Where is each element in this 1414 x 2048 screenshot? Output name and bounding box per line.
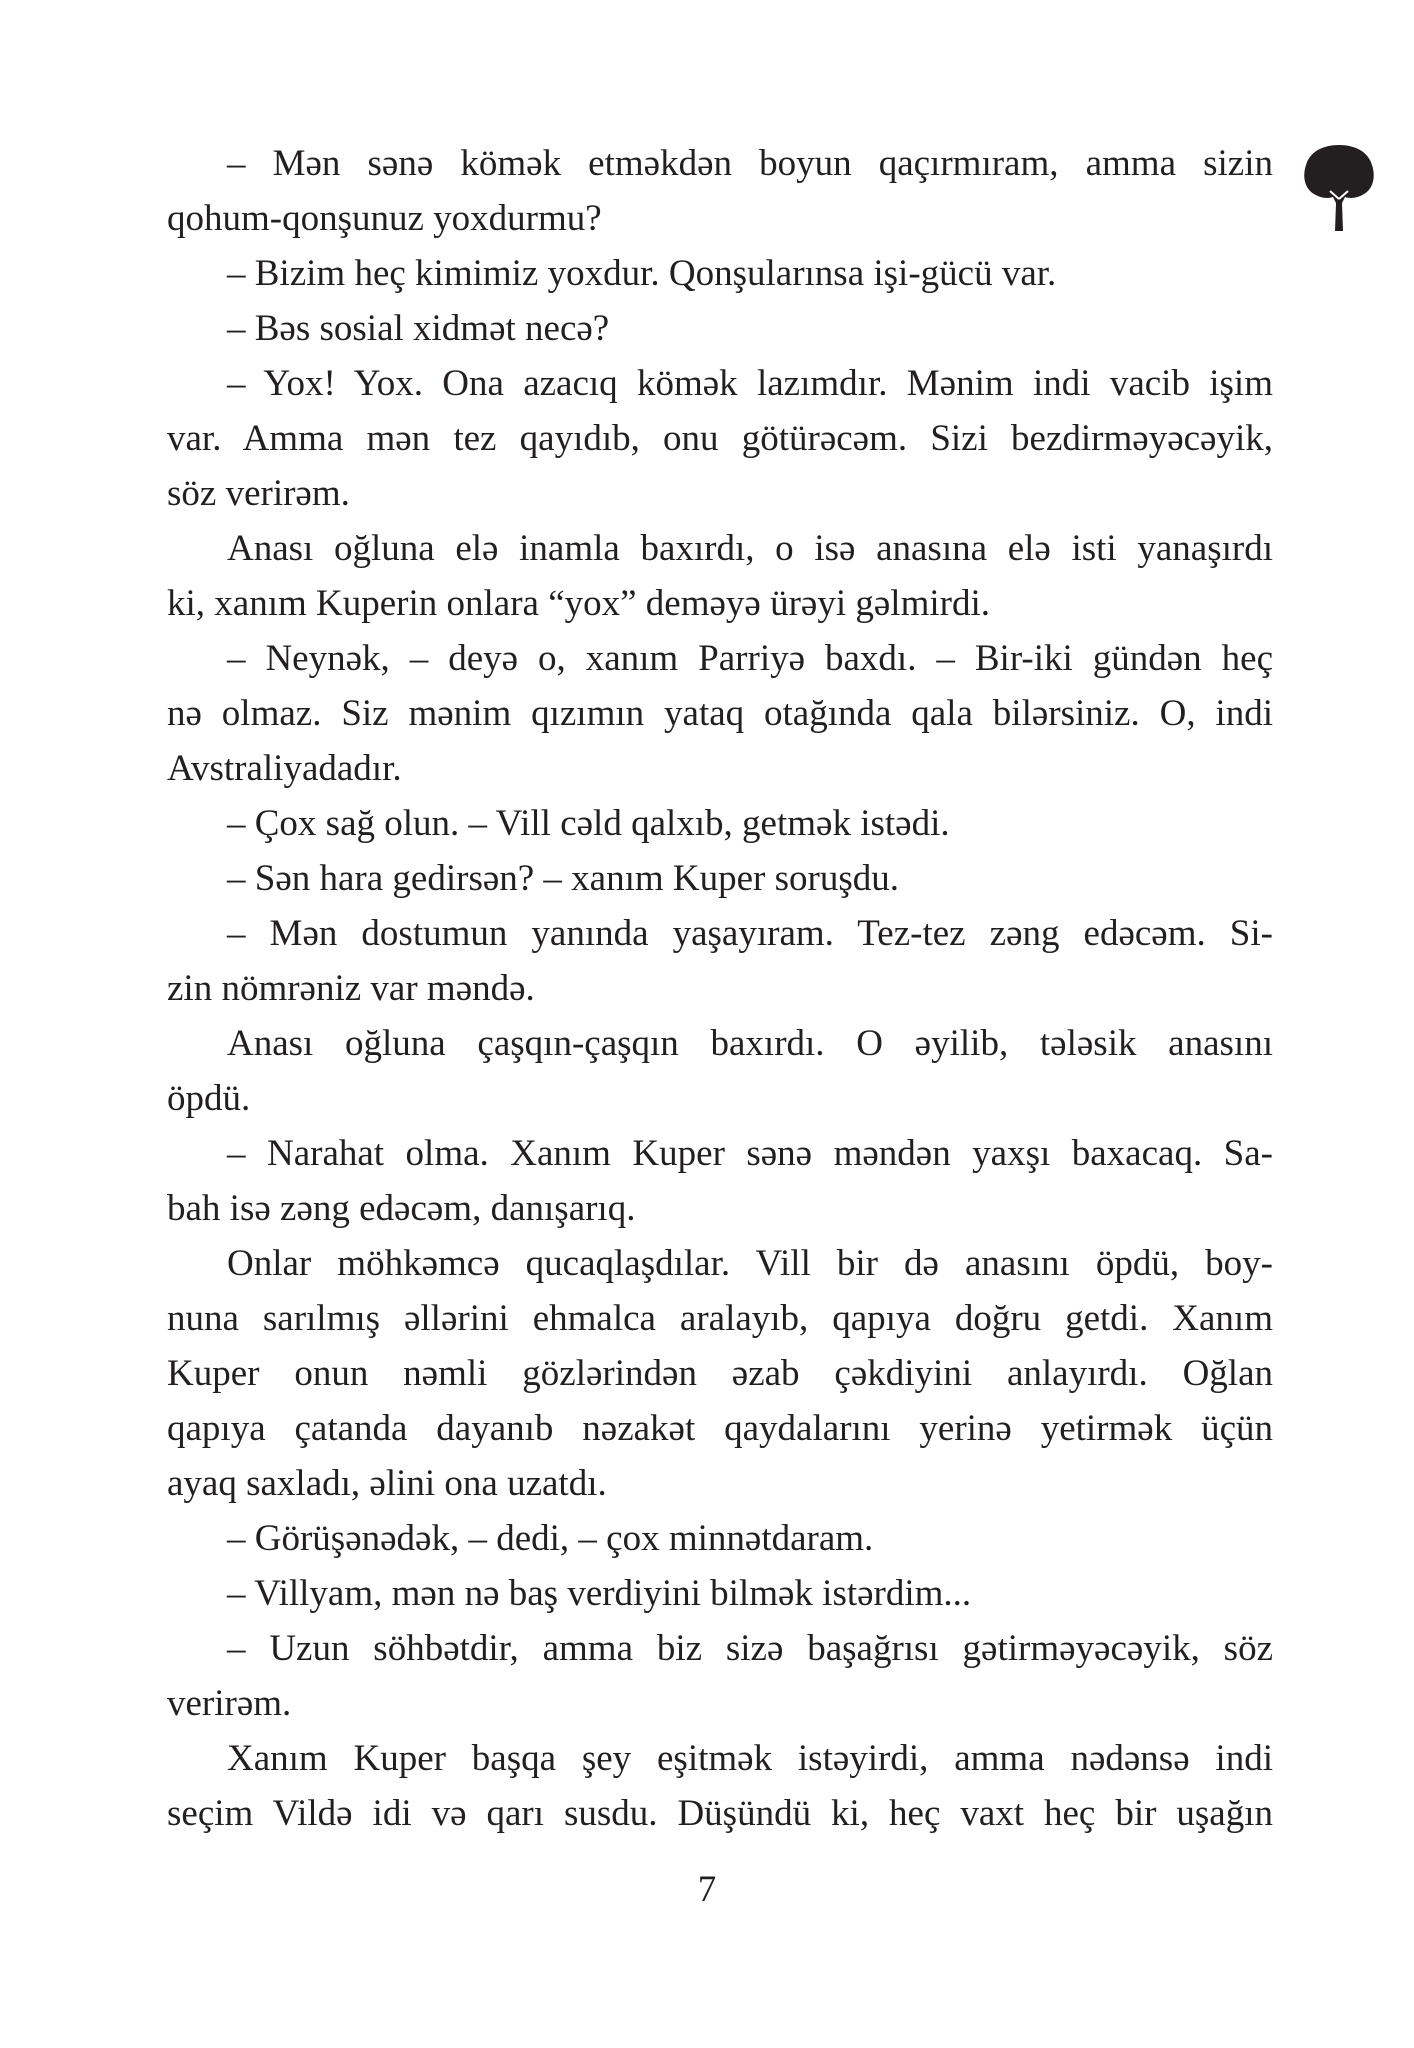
text-line: söz verirəm.: [167, 473, 350, 514]
text-line: – Mən dostumun yanında yaşayıram. Tez-tez zəng edəcəm. Si-: [227, 913, 1273, 954]
text-line: – Görüşənədək, – dedi, – çox minnətdaram.: [227, 1518, 874, 1559]
text-line: ayaq saxladı, əlini ona uzatdı.: [167, 1463, 607, 1504]
text-line: seçim Vildə idi və qarı susdu. Düşündü ki, heç vaxt heç bir uşağın: [167, 1793, 1273, 1834]
text-line: – Uzun söhbətdir, amma biz sizə başağrısı gətirməyəcəyik, söz: [227, 1628, 1273, 1669]
text-line: – Neynək, – deyə o, xanım Parriyə baxdı. – Bir-iki gündən heç: [227, 638, 1273, 679]
text-line: – Mən sənə kömək etməkdən boyun qaçırmıram, amma sizin: [227, 143, 1273, 184]
text-line: bah isə zəng edəcəm, danışarıq.: [167, 1188, 636, 1229]
text-line: – Bizim heç kimimiz yoxdur. Qonşularınsa işi-gücü var.: [227, 253, 1057, 294]
text-line: – Sən hara gedirsən? – xanım Kuper soruşdu.: [227, 858, 899, 899]
text-line: Kuper onun nəmli gözlərindən əzab çəkdiyini anlayırdı. Oğlan: [167, 1353, 1273, 1394]
text-line: var. Amma mən tez qayıdıb, onu götürəcəm. Sizi bezdirməyəcəyik,: [167, 418, 1273, 459]
body-text: [167, 136, 1273, 1841]
text-line: ki, xanım Kuperin onlara “yox” deməyə ürəyi gəlmirdi.: [167, 583, 990, 624]
text-line: Onlar möhkəmcə qucaqlaşdılar. Vill bir də anasını öpdü, boy-: [227, 1243, 1273, 1284]
text-line: verirəm.: [167, 1683, 292, 1724]
text-line: qohum-qonşunuz yoxdurmu?: [167, 198, 602, 239]
text-line: – Bəs sosial xidmət necə?: [227, 308, 610, 349]
text-line: – Yox! Yox. Ona azacıq kömək lazımdır. Mənim indi vacib işim: [227, 363, 1273, 404]
text-line: Anası oğluna çaşqın-çaşqın baxırdı. O əyilib, tələsik anasını: [227, 1023, 1273, 1064]
text-line: Xanım Kuper başqa şey eşitmək istəyirdi, amma nədənsə indi: [227, 1738, 1273, 1779]
tree-icon: [1300, 141, 1378, 233]
page-number: 7: [697, 1869, 717, 1910]
text-line: – Çox sağ olun. – Vill cəld qalxıb, getmək istədi.: [227, 803, 950, 844]
text-line: öpdü.: [167, 1078, 251, 1119]
text-line: zin nömrəniz var məndə.: [167, 968, 535, 1009]
text-line: qapıya çatanda dayanıb nəzakət qaydalarını yerinə yetirmək üçün: [167, 1408, 1273, 1449]
text-line: – Villyam, mən nə baş verdiyini bilmək istərdim...: [227, 1573, 972, 1614]
text-line: – Narahat olma. Xanım Kuper sənə məndən yaxşı baxacaq. Sa-: [227, 1133, 1273, 1174]
text-line: nuna sarılmış əllərini ehmalca aralayıb, qapıya doğru getdi. Xanım: [167, 1298, 1273, 1339]
text-line: Anası oğluna elə inamla baxırdı, o isə anasına elə isti yanaşırdı: [227, 528, 1273, 569]
text-line: Avstraliyadadır.: [167, 748, 402, 789]
text-line: nə olmaz. Siz mənim qızımın yataq otağında qala bilərsiniz. O, indi: [167, 693, 1273, 734]
